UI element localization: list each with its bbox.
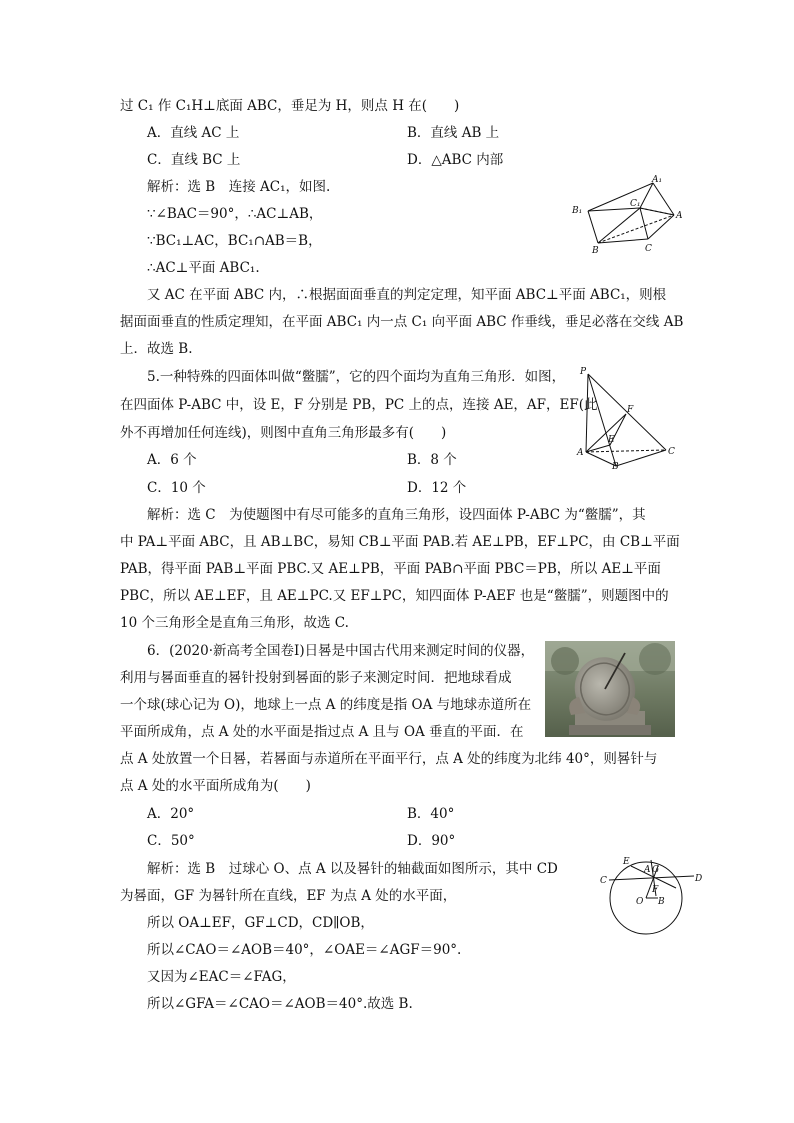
q5-solution-line: PAB，得平面 PAB⊥平面 PBC.又 AE⊥PB，平面 PAB∩平面 PBC＝PB，所以 AE⊥平面 (120, 561, 661, 577)
q5-solution-line: 中 PA⊥平面 ABC，且 AB⊥BC，易知 CB⊥平面 PAB.若 AE⊥PB，EF⊥PC，由 CB⊥平面 (120, 534, 680, 550)
q5-option-b: B．8 个 (407, 452, 457, 468)
q6-solution-line: 所以∠GFA＝∠CAO＝∠AOB＝40°.故选 B. (147, 996, 413, 1012)
q6-stem: 利用与晷面垂直的晷针投射到晷面的影子来测定时间．把地球看成 (120, 670, 512, 686)
label-C: C (600, 876, 607, 886)
q6-solution-line: 所以 OA⊥EF，GF⊥CD，CD∥OB， (147, 915, 374, 931)
q4-solution-line: ∵BC₁⊥AC，BC₁∩AB＝B， (147, 233, 322, 249)
q5-option-d: D．12 个 (407, 480, 467, 496)
label-B: B (658, 897, 665, 907)
q6-stem: 平面所成角，点 A 处的水平面是指过点 A 且与 OA 垂直的平面．在 (120, 724, 524, 740)
label-A1: A₁ (652, 175, 663, 185)
label-B: B (612, 462, 619, 470)
label-A: A (676, 211, 682, 221)
label-F: F (652, 885, 659, 895)
q4-solution-para: 据面面垂直的性质定理知，在平面 ABC₁ 内一点 C₁ 向平面 ABC 作垂线，垂足必落在交线 AB (120, 314, 684, 330)
q5-solution-line: 解析：选 C 为使题图中有尽可能多的直角三角形，设四面体 P-ABC 为“鳖臑”，其 (147, 507, 646, 523)
q6-stem: 点 A 处放置一个日晷，若晷面与赤道所在平面平行，点 A 处的纬度为北纬 40°，则晷针与 (120, 751, 658, 767)
q5-stem: 外不再增加任何连线)，则图中直角三角形最多有( ) (120, 425, 447, 441)
q6-stem: 一个球(球心记为 O)，地球上一点 A 的纬度是指 OA 与地球赤道所在 (120, 697, 532, 713)
q5-tetrahedron-figure (574, 366, 684, 470)
q5-stem: 在四面体 P-ABC 中，设 E，F 分别是 PB，PC 上的点，连接 AE，AF，EF(此 (120, 397, 598, 413)
q5-option-a: A．6 个 (147, 452, 197, 468)
q6-solution-line: 为晷面，GF 为晷针所在直线，EF 为点 A 处的水平面， (120, 888, 457, 904)
q5-option-c: C．10 个 (147, 480, 206, 496)
q4-solution-line: ∵∠BAC＝90°，∴AC⊥AB， (147, 206, 323, 222)
q4-option-b: B．直线 AB 上 (407, 125, 500, 141)
q4-solution-para: 又 AC 在平面 ABC 内，∴根据面面垂直的判定定理，知平面 ABC⊥平面 ABC₁，则根 (147, 287, 667, 303)
q4-solution-line: 解析：选 B 连接 AC₁，如图. (147, 179, 331, 195)
q6-option-b: B．40° (407, 806, 455, 822)
q6-solution-line: 又因为∠EAC＝∠FAG， (147, 969, 296, 985)
q4-option-c: C．直线 BC 上 (147, 152, 241, 168)
label-C: C (645, 244, 652, 254)
q4-option-d: D．△ABC 内部 (407, 152, 504, 168)
q4-prism-figure (570, 174, 682, 256)
q6-option-c: C．50° (147, 833, 195, 849)
label-C1: C₁ (630, 199, 641, 209)
label-F: F (627, 405, 634, 415)
q6-option-a: A．20° (147, 806, 195, 822)
label-A: A (644, 865, 651, 875)
label-D: D (695, 874, 703, 884)
label-A: A (577, 448, 584, 458)
label-C: C (668, 447, 675, 457)
label-O: O (636, 897, 644, 907)
q4-stem: 过 C₁ 作 C₁H⊥底面 ABC，垂足为 H，则点 H 在( ) (120, 98, 460, 114)
label-B: B (592, 246, 599, 256)
q5-solution-line: PBC，所以 AE⊥EF，且 AE⊥PC.又 EF⊥PC，知四面体 P-AEF 也是“鳖臑”，则题图中的 (120, 588, 669, 604)
sundial-photo (545, 641, 675, 737)
label-P: P (580, 367, 587, 377)
q4-solution-para: 上．故选 B. (120, 341, 193, 357)
label-G: G (652, 865, 660, 875)
q6-circle-figure (596, 852, 706, 938)
q4-solution-line: ∴AC⊥平面 ABC₁. (147, 260, 260, 276)
label-B1: B₁ (572, 206, 583, 216)
label-E: E (608, 435, 615, 445)
label-E: E (623, 857, 630, 867)
q5-solution-line: 10 个三角形全是直角三角形，故选 C. (120, 615, 349, 631)
q4-option-a: A．直线 AC 上 (147, 125, 240, 141)
q6-option-d: D．90° (407, 833, 456, 849)
q6-solution-line: 所以∠CAO＝∠AOB＝40°，∠OAE＝∠AGF＝90°. (147, 942, 462, 958)
q6-stem: 6．(2020·新高考全国卷Ⅰ)日晷是中国古代用来测定时间的仪器， (147, 643, 535, 659)
q6-stem: 点 A 处的水平面所成角为( ) (120, 778, 311, 794)
q6-solution-line: 解析：选 B 过球心 O、点 A 以及晷针的轴截面如图所示，其中 CD (147, 861, 558, 877)
q5-stem: 5.一种特殊的四面体叫做“鳖臑”，它的四个面均为直角三角形．如图， (147, 369, 566, 385)
